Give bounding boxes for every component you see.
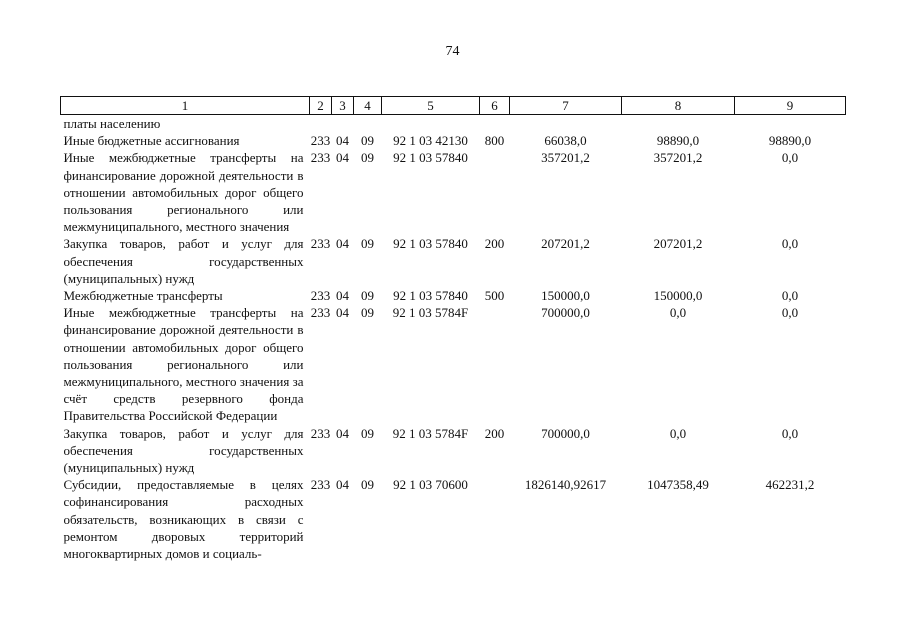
row-code-expense-type <box>480 304 510 424</box>
row-code-expense-type: 500 <box>484 288 505 304</box>
row-amount-col9: 0,0 <box>781 305 799 321</box>
row-code-ministry: 233 <box>310 305 331 321</box>
row-code-expense-type: 200 <box>484 425 505 441</box>
row-amount-col8: 207201,2 <box>653 236 703 252</box>
row-code-section: 04 <box>336 288 349 304</box>
row-code-section: 04 <box>336 133 349 149</box>
row-code-ministry <box>310 115 332 133</box>
header-col-4: 4 <box>354 97 382 115</box>
header-col-7: 7 <box>510 97 622 115</box>
table-row <box>61 304 846 424</box>
table-row <box>61 115 846 133</box>
row-code-target: 92 1 03 5784F <box>392 305 469 321</box>
budget-table <box>60 96 846 562</box>
page-number: 74 <box>445 44 460 59</box>
row-code-subsection: 09 <box>361 425 374 441</box>
table-row <box>61 132 846 149</box>
row-amount-col7: 66038,0 <box>544 133 587 149</box>
row-name: Иные межбюджетные трансферты на финансирование дорожной деятельности в отношении автомобильных дорог общего пользования регионального или межмуниципального, местного значения за счёт средств резервного фонда Правительства Российской Федерации <box>63 305 304 424</box>
row-code-expense-type: 200 <box>484 236 505 252</box>
row-code-target: 92 1 03 70600 <box>393 477 468 493</box>
row-name: Межбюджетные трансферты <box>63 288 223 304</box>
row-code-subsection: 09 <box>361 288 374 304</box>
row-amount-col9: 462231,2 <box>765 477 815 493</box>
header-col-3: 3 <box>332 97 354 115</box>
row-amount-col7: 700000,0 <box>541 425 590 441</box>
row-code-ministry: 233 <box>310 288 331 304</box>
table-body <box>61 115 846 563</box>
row-name: Закупка товаров, работ и услуг для обеспечения государственных (муниципальных) нужд <box>63 425 304 476</box>
row-amount-col9: 0,0 <box>781 236 799 252</box>
row-code-target: 92 1 03 57840 <box>393 150 468 166</box>
table-row <box>61 235 846 287</box>
row-code-target: 92 1 03 42130 <box>393 133 468 149</box>
row-amount-col8: 0,0 <box>669 305 687 321</box>
row-code-ministry: 233 <box>310 477 331 493</box>
row-code-ministry: 233 <box>310 425 331 441</box>
row-amount-col8: 150000,0 <box>653 288 703 304</box>
row-code-target <box>382 115 480 133</box>
row-amount-col8: 0,0 <box>669 425 687 441</box>
row-code-section: 04 <box>336 150 349 166</box>
row-amount-col9 <box>735 115 846 133</box>
row-code-expense-type: 800 <box>484 133 505 149</box>
row-code-expense-type <box>480 149 510 235</box>
row-code-ministry: 233 <box>310 236 331 252</box>
header-row <box>61 97 846 115</box>
row-code-expense-type <box>480 476 510 562</box>
row-amount-col9: 0,0 <box>781 150 799 166</box>
row-amount-col8: 1047358,49 <box>647 477 709 493</box>
row-code-section: 04 <box>336 305 349 321</box>
row-code-target: 92 1 03 57840 <box>393 288 468 304</box>
row-amount-col9: 0,0 <box>781 288 799 304</box>
row-code-subsection: 09 <box>361 150 374 166</box>
row-code-target: 92 1 03 5784F <box>392 425 469 441</box>
table-row <box>61 149 846 235</box>
row-code-target: 92 1 03 57840 <box>393 236 468 252</box>
row-name: Иные межбюджетные трансферты на финансирование дорожной деятельности в отношении автомобильных дорог общего пользования регионального или межмуниципального, местного значения <box>63 150 304 235</box>
header-col-6: 6 <box>480 97 510 115</box>
table-row <box>61 476 846 562</box>
row-code-section: 04 <box>336 425 349 441</box>
row-name: Иные бюджетные ассигнования <box>63 133 240 149</box>
row-code-subsection: 09 <box>361 236 374 252</box>
row-amount-col7: 1826140,92617 <box>524 477 607 493</box>
row-code-expense-type <box>480 115 510 133</box>
row-amount-col7: 700000,0 <box>541 305 590 321</box>
row-code-subsection: 09 <box>361 477 374 493</box>
budget-table-container <box>60 96 845 562</box>
table-row <box>61 425 846 477</box>
row-name: Закупка товаров, работ и услуг для обеспечения государственных (муниципальных) нужд <box>63 236 304 286</box>
row-amount-col8: 98890,0 <box>656 133 700 149</box>
row-code-subsection: 09 <box>361 305 374 321</box>
table-row <box>61 287 846 304</box>
row-code-subsection: 09 <box>361 133 374 149</box>
row-amount-col7: 207201,2 <box>541 236 590 252</box>
row-amount-col7: 357201,2 <box>541 150 590 166</box>
row-code-section: 04 <box>336 236 349 252</box>
row-amount-col8: 357201,2 <box>653 150 703 166</box>
table-header <box>61 97 846 115</box>
row-name: Субсидии, предоставляемые в целях софинансирования расходных обязательств, возникающих в связи с ремонтом дворовых территорий многоквартирных домов и социаль- <box>63 477 304 562</box>
row-code-section: 04 <box>336 477 349 493</box>
row-amount-col8 <box>622 115 735 133</box>
row-amount-col7 <box>510 115 622 133</box>
row-code-ministry: 233 <box>310 133 331 149</box>
row-code-ministry: 233 <box>310 150 331 166</box>
row-amount-col9: 98890,0 <box>768 133 812 149</box>
header-col-8: 8 <box>622 97 735 115</box>
row-amount-col7: 150000,0 <box>541 288 590 304</box>
header-col-9: 9 <box>735 97 846 115</box>
header-col-5: 5 <box>382 97 480 115</box>
row-amount-col9: 0,0 <box>781 425 799 441</box>
header-col-1: 1 <box>61 97 310 115</box>
row-name: платы населению <box>63 116 161 131</box>
row-code-section <box>332 115 354 133</box>
header-col-2: 2 <box>310 97 332 115</box>
row-code-subsection <box>354 115 382 133</box>
